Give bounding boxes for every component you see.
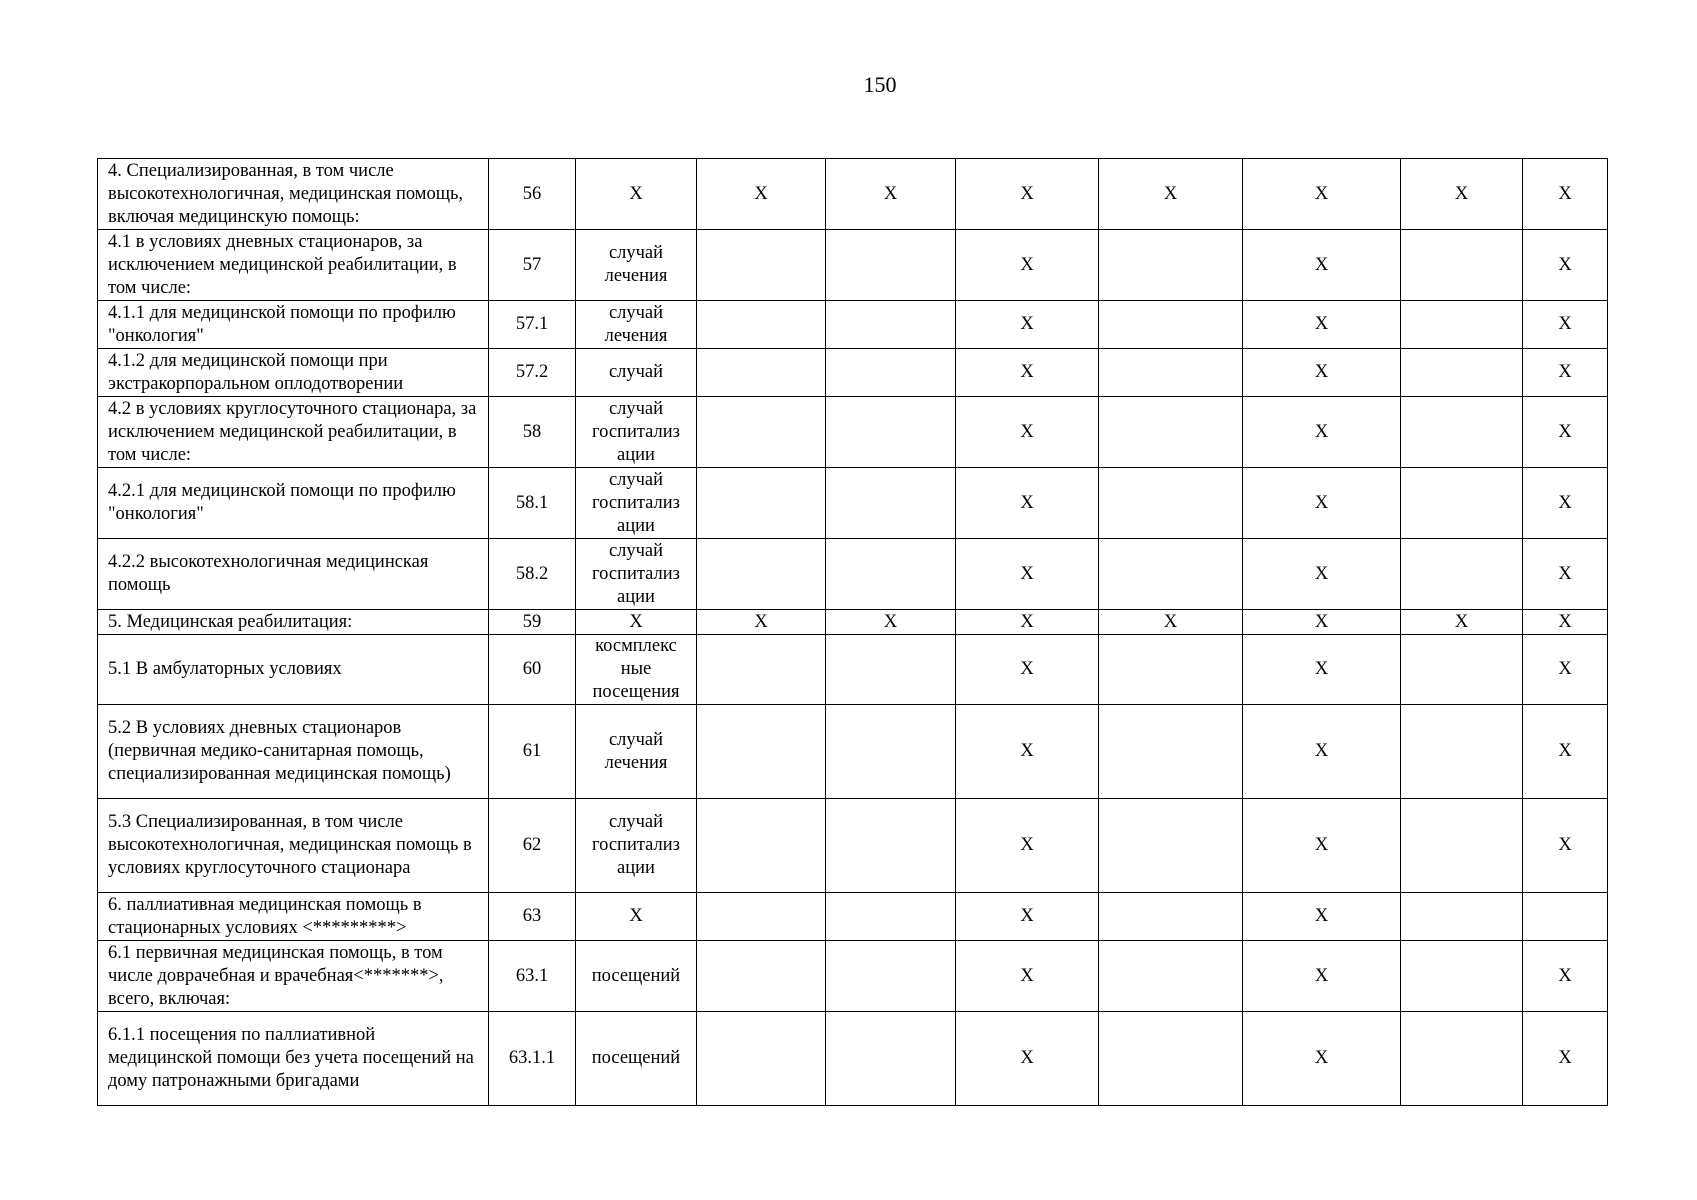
row-col4-cell	[697, 468, 826, 539]
row-unit-cell: случай лечения	[576, 705, 697, 799]
row-col6-cell: Х	[956, 539, 1099, 610]
table-row	[98, 1012, 1608, 1106]
row-col6-cell: Х	[956, 799, 1099, 893]
row-col6-cell: Х	[956, 635, 1099, 705]
row-name-cell: 4.2.2 высокотехнологичная медицинская помощь	[98, 539, 489, 610]
row-col7-cell	[1099, 349, 1243, 397]
row-col6-cell: Х	[956, 610, 1099, 635]
row-unit-cell: случай госпитализ ации	[576, 468, 697, 539]
row-col4-cell: Х	[697, 159, 826, 230]
row-col9-cell	[1401, 799, 1523, 893]
row-col6-cell: Х	[956, 301, 1099, 349]
row-col6-cell: Х	[956, 349, 1099, 397]
row-col7-cell	[1099, 941, 1243, 1012]
row-col10-cell: Х	[1523, 635, 1608, 705]
row-unit-cell: случай госпитализ ации	[576, 397, 697, 468]
row-col6-cell: Х	[956, 705, 1099, 799]
row-col10-cell: Х	[1523, 468, 1608, 539]
row-col9-cell	[1401, 301, 1523, 349]
row-name-cell: 6.1 первичная медицинская помощь, в том числе доврачебная и врачебная<*******>, всего, включая:	[98, 941, 489, 1012]
row-col9-cell	[1401, 468, 1523, 539]
row-code-cell: 58	[489, 397, 576, 468]
row-col8-cell: Х	[1243, 301, 1401, 349]
row-col4-cell	[697, 539, 826, 610]
row-col7-cell	[1099, 539, 1243, 610]
row-col5-cell	[826, 705, 956, 799]
row-col8-cell: Х	[1243, 893, 1401, 941]
row-code-cell: 63.1	[489, 941, 576, 1012]
row-col4-cell	[697, 893, 826, 941]
row-name-cell: 4.1.2 для медицинской помощи при экстракорпоральном оплодотворении	[98, 349, 489, 397]
row-col5-cell	[826, 893, 956, 941]
row-col9-cell	[1401, 397, 1523, 468]
row-col8-cell: Х	[1243, 941, 1401, 1012]
table-row	[98, 468, 1608, 539]
table-row	[98, 610, 1608, 635]
row-name-cell: 5.1 В амбулаторных условиях	[98, 635, 489, 705]
row-code-cell: 57.2	[489, 349, 576, 397]
row-col5-cell: Х	[826, 610, 956, 635]
row-name-cell: 6. паллиативная медицинская помощь в стационарных условиях <*********>	[98, 893, 489, 941]
row-code-cell: 58.1	[489, 468, 576, 539]
table-row	[98, 301, 1608, 349]
row-col8-cell: Х	[1243, 349, 1401, 397]
row-col7-cell: Х	[1099, 610, 1243, 635]
row-code-cell: 60	[489, 635, 576, 705]
row-col7-cell	[1099, 893, 1243, 941]
row-name-cell: 5.2 В условиях дневных стационаров (первичная медико-санитарная помощь, специализированная медицинская помощь)	[98, 705, 489, 799]
row-unit-cell: Х	[576, 893, 697, 941]
row-unit-cell: Х	[576, 610, 697, 635]
row-name-cell: 4.2.1 для медицинской помощи по профилю "онкология"	[98, 468, 489, 539]
row-col6-cell: Х	[956, 941, 1099, 1012]
table-row	[98, 705, 1608, 799]
row-col7-cell	[1099, 397, 1243, 468]
row-col4-cell	[697, 1012, 826, 1106]
row-col5-cell	[826, 799, 956, 893]
row-col9-cell	[1401, 893, 1523, 941]
row-col8-cell: Х	[1243, 705, 1401, 799]
row-col6-cell: Х	[956, 230, 1099, 301]
row-col6-cell: Х	[956, 397, 1099, 468]
row-col4-cell: Х	[697, 610, 826, 635]
row-col5-cell	[826, 230, 956, 301]
row-col10-cell: Х	[1523, 941, 1608, 1012]
row-col4-cell	[697, 799, 826, 893]
row-col10-cell: Х	[1523, 799, 1608, 893]
row-col7-cell	[1099, 468, 1243, 539]
row-col8-cell: Х	[1243, 159, 1401, 230]
row-unit-cell: посещений	[576, 941, 697, 1012]
row-col4-cell	[697, 349, 826, 397]
row-unit-cell: случай	[576, 349, 697, 397]
row-col6-cell: Х	[956, 893, 1099, 941]
row-col6-cell: Х	[956, 159, 1099, 230]
row-code-cell: 57.1	[489, 301, 576, 349]
row-name-cell: 6.1.1 посещения по паллиативной медицинской помощи без учета посещений на дому патронажными бригадами	[98, 1012, 489, 1106]
row-col8-cell: Х	[1243, 1012, 1401, 1106]
row-col5-cell	[826, 468, 956, 539]
row-col7-cell	[1099, 799, 1243, 893]
row-col9-cell: Х	[1401, 610, 1523, 635]
row-col5-cell	[826, 301, 956, 349]
row-name-cell: 5.3 Специализированная, в том числе высокотехнологичная, медицинская помощь в условиях круглосуточного стационара	[98, 799, 489, 893]
row-col10-cell: Х	[1523, 230, 1608, 301]
table-row	[98, 397, 1608, 468]
row-unit-cell: случай лечения	[576, 230, 697, 301]
row-col4-cell	[697, 230, 826, 301]
row-code-cell: 59	[489, 610, 576, 635]
row-name-cell: 5. Медицинская реабилитация:	[98, 610, 489, 635]
row-col8-cell: Х	[1243, 610, 1401, 635]
row-col10-cell: Х	[1523, 539, 1608, 610]
row-col9-cell	[1401, 635, 1523, 705]
row-col8-cell: Х	[1243, 799, 1401, 893]
row-code-cell: 63	[489, 893, 576, 941]
row-col4-cell	[697, 705, 826, 799]
row-name-cell: 4. Специализированная, в том числе высокотехнологичная, медицинская помощь, включая медицинскую помощь:	[98, 159, 489, 230]
row-col5-cell	[826, 539, 956, 610]
row-code-cell: 56	[489, 159, 576, 230]
row-code-cell: 63.1.1	[489, 1012, 576, 1106]
row-col10-cell: Х	[1523, 301, 1608, 349]
row-col10-cell	[1523, 893, 1608, 941]
row-code-cell: 62	[489, 799, 576, 893]
row-col9-cell: Х	[1401, 159, 1523, 230]
table-row	[98, 230, 1608, 301]
row-unit-cell: случай госпитализ ации	[576, 539, 697, 610]
row-col6-cell: Х	[956, 1012, 1099, 1106]
row-col8-cell: Х	[1243, 397, 1401, 468]
row-code-cell: 58.2	[489, 539, 576, 610]
row-col4-cell	[697, 635, 826, 705]
row-col5-cell	[826, 349, 956, 397]
row-col6-cell: Х	[956, 468, 1099, 539]
row-col5-cell: Х	[826, 159, 956, 230]
row-col5-cell	[826, 635, 956, 705]
row-col10-cell: Х	[1523, 610, 1608, 635]
row-col10-cell: Х	[1523, 159, 1608, 230]
row-col9-cell	[1401, 539, 1523, 610]
row-col10-cell: Х	[1523, 349, 1608, 397]
row-col4-cell	[697, 301, 826, 349]
row-col4-cell	[697, 941, 826, 1012]
table-row	[98, 539, 1608, 610]
row-col8-cell: Х	[1243, 468, 1401, 539]
row-unit-cell: случай лечения	[576, 301, 697, 349]
row-col5-cell	[826, 397, 956, 468]
row-code-cell: 57	[489, 230, 576, 301]
row-col10-cell: Х	[1523, 705, 1608, 799]
row-col9-cell	[1401, 230, 1523, 301]
row-col9-cell	[1401, 349, 1523, 397]
row-name-cell: 4.1.1 для медицинской помощи по профилю "онкология"	[98, 301, 489, 349]
row-col9-cell	[1401, 1012, 1523, 1106]
row-col7-cell	[1099, 635, 1243, 705]
table-row	[98, 349, 1608, 397]
table-row	[98, 635, 1608, 705]
row-col8-cell: Х	[1243, 539, 1401, 610]
row-name-cell: 4.1 в условиях дневных стационаров, за исключением медицинской реабилитации, в том числе:	[98, 230, 489, 301]
table-row	[98, 941, 1608, 1012]
row-unit-cell: Х	[576, 159, 697, 230]
row-unit-cell: космплекс ные посещения	[576, 635, 697, 705]
row-col7-cell	[1099, 301, 1243, 349]
table-body	[98, 159, 1608, 1106]
row-col9-cell	[1401, 705, 1523, 799]
row-code-cell: 61	[489, 705, 576, 799]
table-row	[98, 893, 1608, 941]
row-col5-cell	[826, 941, 956, 1012]
row-col10-cell: Х	[1523, 1012, 1608, 1106]
row-col8-cell: Х	[1243, 230, 1401, 301]
row-unit-cell: случай госпитализ ации	[576, 799, 697, 893]
row-col8-cell: Х	[1243, 635, 1401, 705]
row-name-cell: 4.2 в условиях круглосуточного стационара, за исключением медицинской реабилитации, в том числе:	[98, 397, 489, 468]
row-col7-cell	[1099, 705, 1243, 799]
row-col4-cell	[697, 397, 826, 468]
table-row	[98, 799, 1608, 893]
data-table	[97, 158, 1608, 1106]
row-col7-cell	[1099, 230, 1243, 301]
row-col7-cell: Х	[1099, 159, 1243, 230]
row-col9-cell	[1401, 941, 1523, 1012]
row-unit-cell: посещений	[576, 1012, 697, 1106]
row-col7-cell	[1099, 1012, 1243, 1106]
table-row	[98, 159, 1608, 230]
row-col5-cell	[826, 1012, 956, 1106]
row-col10-cell: Х	[1523, 397, 1608, 468]
page-number: 150	[863, 72, 897, 97]
